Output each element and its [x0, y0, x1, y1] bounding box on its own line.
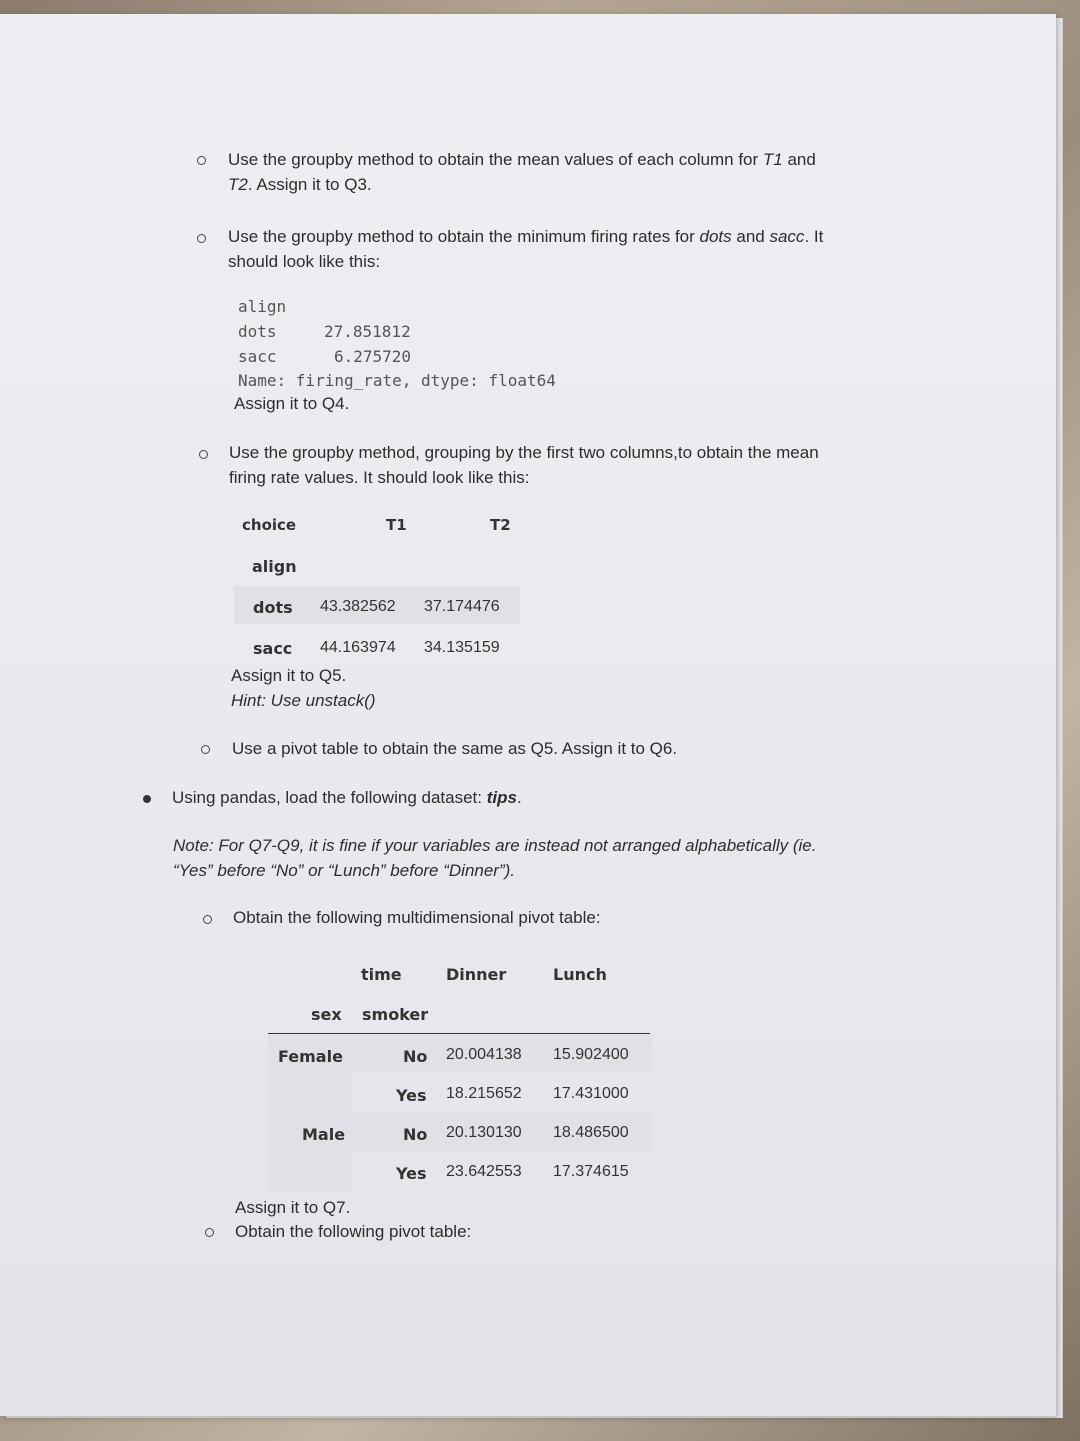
index-shading	[268, 1073, 352, 1113]
q7-pivot-table	[266, 949, 656, 1189]
row-label-smoker: Yes	[396, 1164, 427, 1183]
q5-instruction: Use the groupby method, grouping by the first two columns,to obtain the mean firing rate values. It should look like this:	[229, 443, 819, 487]
code-row-label: dots	[238, 322, 277, 341]
table-cell: 18.486500	[553, 1124, 629, 1141]
row-label-sex: Male	[302, 1125, 346, 1144]
q4-assign: Assign it to Q4.	[234, 394, 350, 413]
row-label-smoker: Yes	[396, 1086, 427, 1105]
q7-assign: Assign it to Q7.	[235, 1198, 351, 1217]
column-header: T1	[386, 516, 407, 534]
q5-hint: Hint: Use unstack()	[231, 691, 376, 710]
table-cell: 20.130130	[446, 1124, 522, 1141]
row-label-smoker: No	[403, 1047, 428, 1066]
q6-instruction: Use a pivot table to obtain the same as Q5. Assign it to Q6.	[232, 739, 678, 758]
q7-instruction: Obtain the following multidimensional pivot table:	[233, 908, 601, 927]
table-cell: 17.374615	[553, 1163, 629, 1180]
index-name: align	[252, 557, 297, 576]
index-shading	[268, 1151, 352, 1191]
header-rule	[268, 1033, 650, 1034]
table-cell: 15.902400	[553, 1046, 629, 1063]
column-header: T2	[490, 516, 511, 534]
code-row-value: 27.851812	[324, 322, 411, 341]
table-cell: 23.642553	[446, 1163, 522, 1180]
columns-name: choice	[242, 516, 297, 534]
row-label-smoker: No	[403, 1125, 428, 1144]
code-index-name: align	[238, 297, 287, 316]
q5-assign: Assign it to Q5.	[231, 666, 347, 685]
table-cell: 20.004138	[446, 1046, 522, 1063]
table-cell: 44.163974	[320, 639, 396, 656]
hollow-bullet-icon	[201, 745, 210, 754]
filled-bullet-icon	[143, 795, 151, 803]
table-cell: 37.174476	[424, 598, 500, 615]
q5-table	[232, 502, 532, 672]
q8-instruction: Obtain the following pivot table:	[235, 1222, 472, 1241]
code-row-value: 6.275720	[334, 347, 412, 366]
table-cell: 34.135159	[424, 639, 500, 656]
hollow-bullet-icon	[197, 156, 206, 165]
code-dtype-line: Name: firing_rate, dtype: float64	[238, 371, 556, 390]
table-cell: 17.431000	[553, 1085, 629, 1102]
index-name: sex	[311, 1005, 342, 1024]
hollow-bullet-icon	[197, 234, 206, 243]
index-name: smoker	[362, 1005, 429, 1024]
hollow-bullet-icon	[205, 1228, 214, 1237]
tips-instruction: Using pandas, load the following dataset: tips.	[172, 788, 522, 807]
q4-code-output	[238, 294, 638, 394]
row-label-sex: Female	[278, 1047, 343, 1066]
hollow-bullet-icon	[203, 915, 212, 924]
table-cell: 43.382562	[320, 598, 396, 615]
q3-instruction: Use the groupby method to obtain the mean values of each column for T1 and T2. Assign it to Q3.	[228, 150, 816, 194]
table-cell: 18.215652	[446, 1085, 522, 1102]
code-row-label: sacc	[238, 347, 277, 366]
hollow-bullet-icon	[199, 450, 208, 459]
document-page	[0, 14, 1056, 1416]
row-label: dots	[253, 598, 293, 617]
column-header: Dinner	[446, 965, 507, 984]
column-header: Lunch	[553, 965, 607, 984]
q4-instruction: Use the groupby method to obtain the minimum firing rates for dots and sacc. It should look like this:	[228, 227, 824, 271]
columns-name: time	[361, 965, 402, 984]
ordering-note: Note: For Q7-Q9, it is fine if your variables are instead not arranged alphabetically (ie. “Yes” before “No” or “Lunch” before “Dinner”).	[173, 836, 817, 880]
row-label: sacc	[253, 639, 293, 658]
